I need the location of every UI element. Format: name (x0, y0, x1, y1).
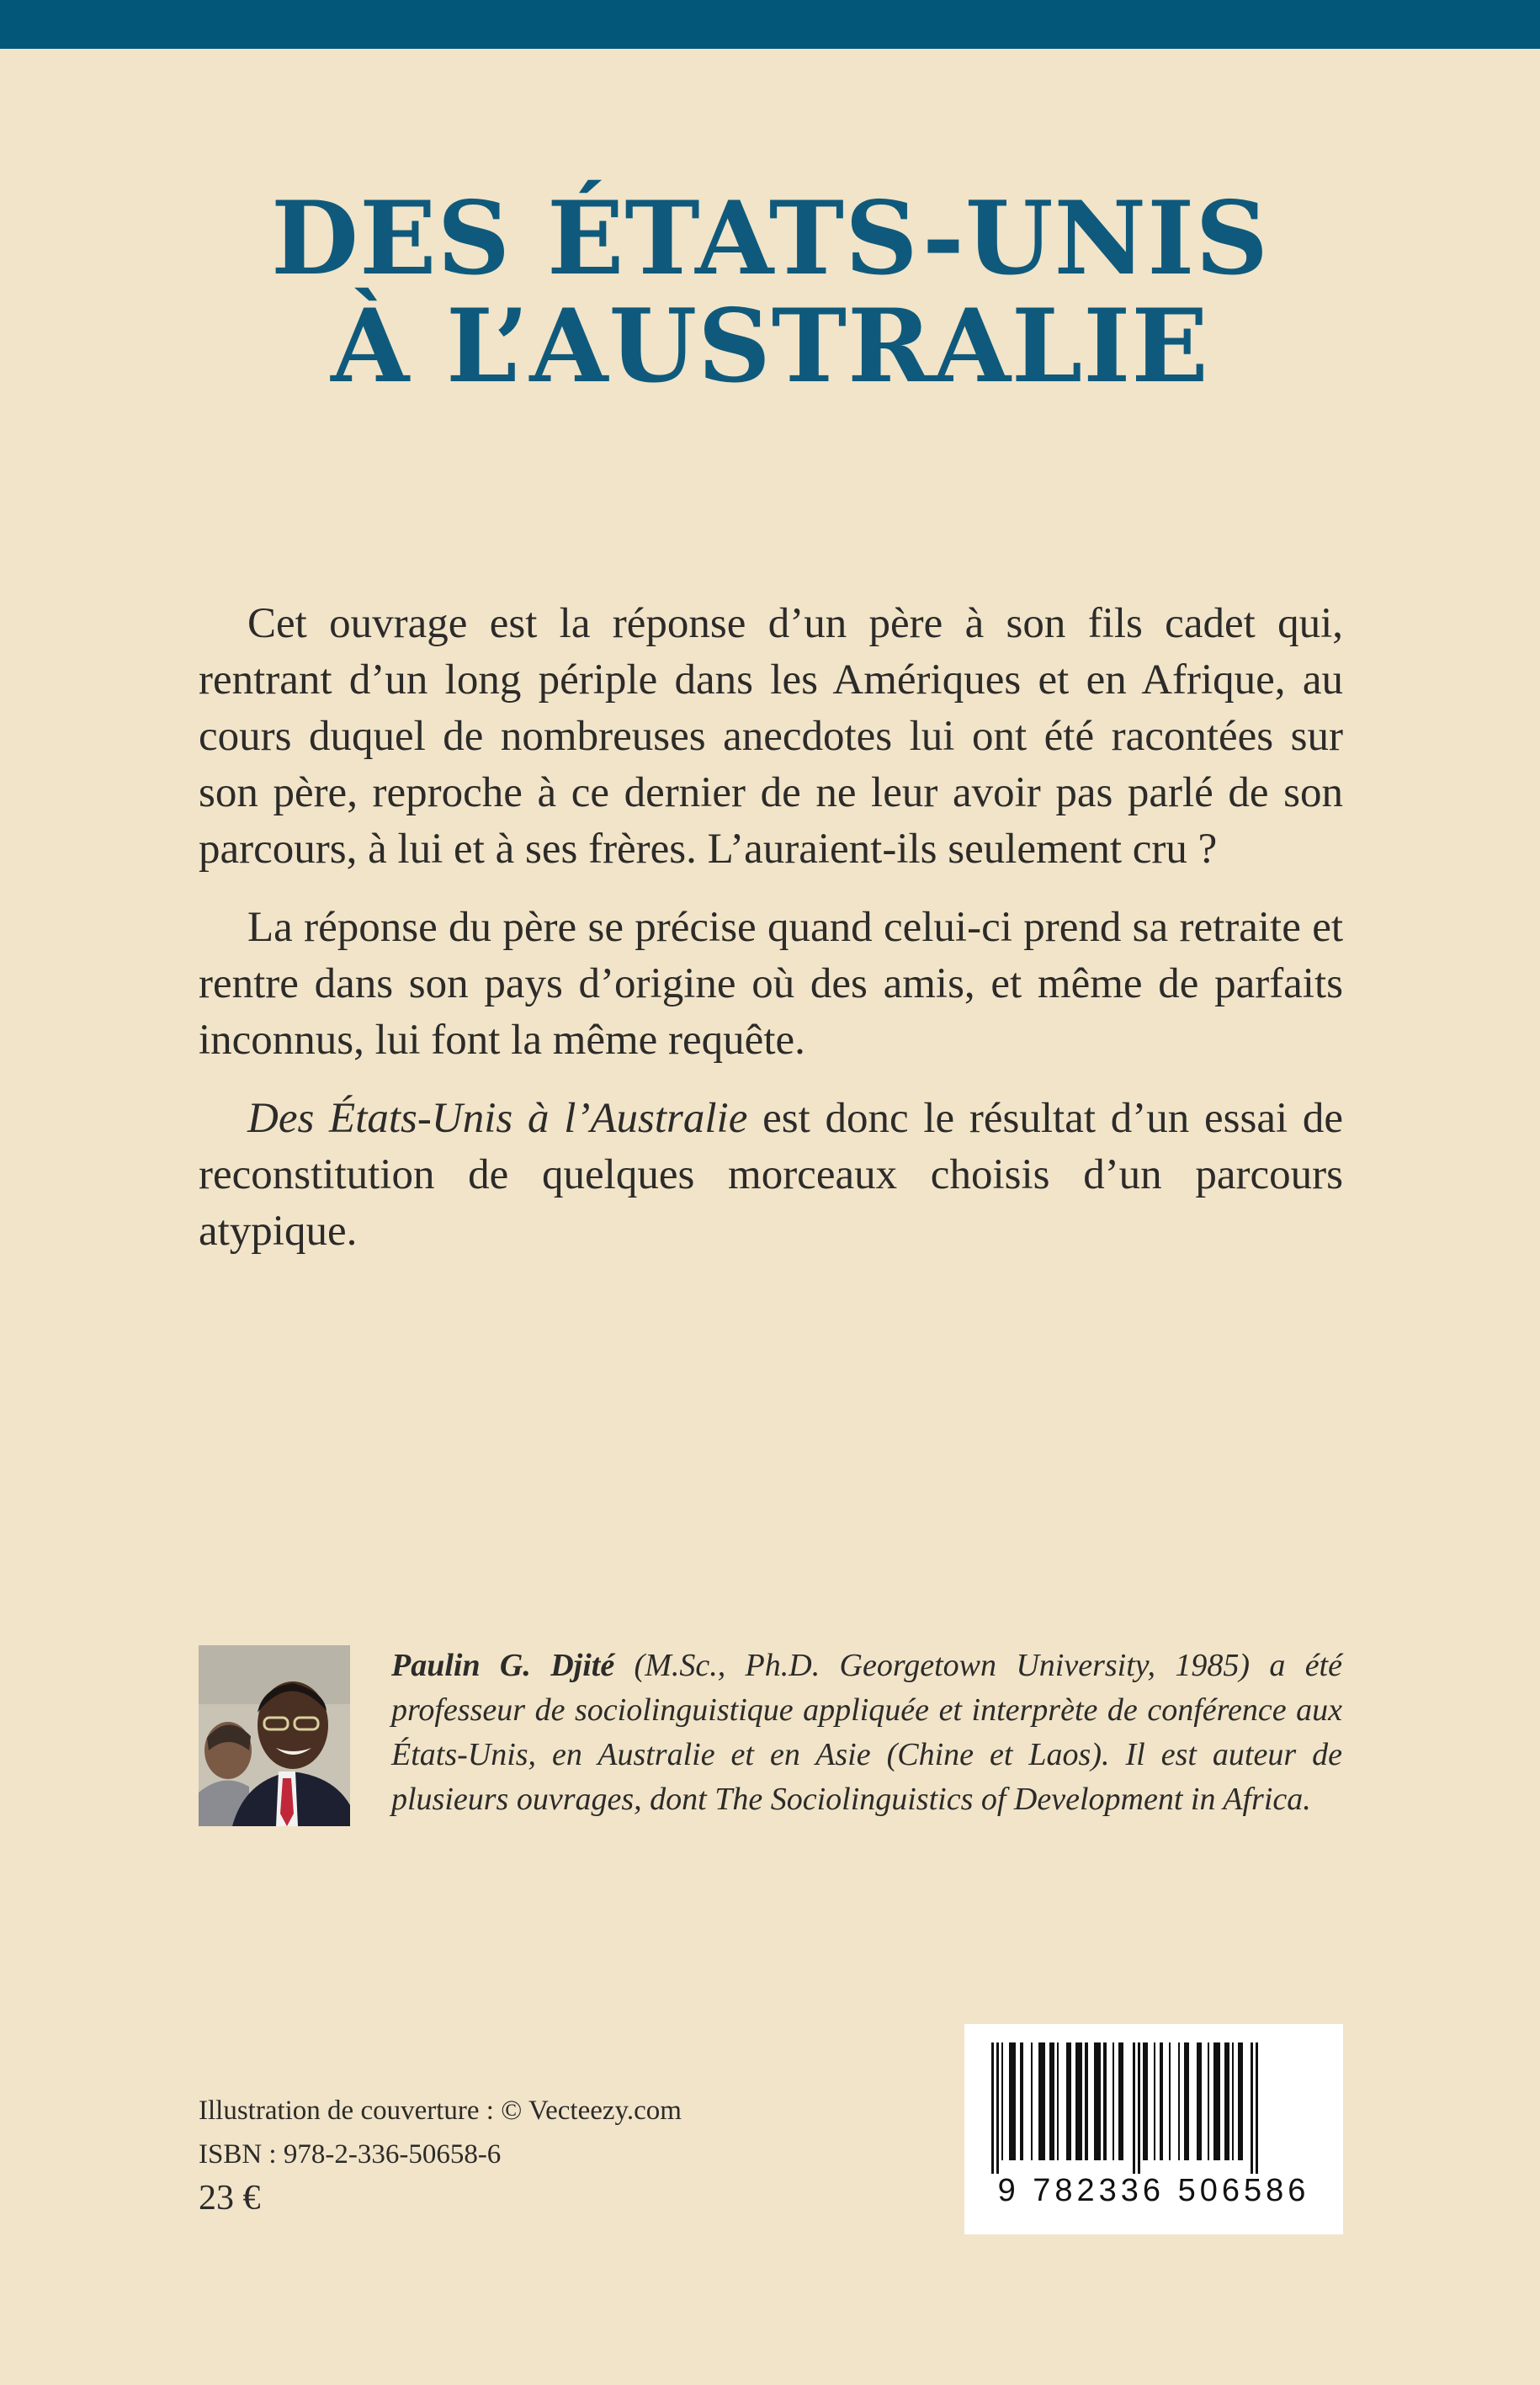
barcode-bar (1208, 2042, 1209, 2160)
barcode-bar (1213, 2042, 1220, 2160)
barcode-bar (1232, 2042, 1234, 2160)
title-line-1: DES ÉTATS-UNIS (271, 179, 1269, 298)
credits-block (199, 2094, 682, 2225)
blurb-paragraph-3-text: est donc le résultat d’un essai de reconstitution de quelques morceaux choisis d’un parcours atypique. (199, 1095, 1343, 1255)
barcode-bar (1133, 2042, 1135, 2174)
barcode-bar (1085, 2042, 1088, 2160)
barcode-bar (1184, 2042, 1189, 2160)
barcode-bar (1057, 2042, 1059, 2160)
barcode-bar (1031, 2042, 1033, 2160)
barcode-bar (1038, 2042, 1045, 2160)
barcode-bar (1075, 2042, 1082, 2160)
barcode-bar (1049, 2042, 1054, 2160)
barcode-bar (996, 2042, 999, 2174)
barcode-bar (1094, 2042, 1101, 2160)
author-photo (199, 1645, 350, 1826)
barcode-bar (1143, 2042, 1148, 2160)
barcode (964, 2024, 1343, 2234)
author-name: Paulin G. Djité (391, 1648, 615, 1683)
illustration-credit: Illustration de couverture : © Vecteezy.com (199, 2096, 682, 2126)
top-color-band (0, 0, 1540, 49)
title-line-2: À L’AUSTRALIE (331, 287, 1209, 406)
price: 23 € (199, 2179, 261, 2218)
barcode-bar (1020, 2042, 1023, 2160)
barcode-bar (1160, 2042, 1163, 2160)
back-cover-blurb (199, 596, 1343, 1282)
barcode-bar (991, 2042, 994, 2174)
barcode-bar (1138, 2042, 1140, 2174)
barcode-bar (1256, 2042, 1258, 2174)
blurb-paragraph-2: La réponse du père se précise quand celui-ci prend sa retraite et rentre dans son pays d’origine où des amis, et même de parfaits inconnus, lui font la même requête. (199, 904, 1343, 1064)
barcode-bar (1009, 2042, 1016, 2160)
barcode-bar (1066, 2042, 1071, 2160)
barcode-bar (1178, 2042, 1180, 2160)
barcode-bars (964, 2024, 1343, 2174)
barcode-bar (1001, 2042, 1003, 2160)
author-bio (391, 1644, 1342, 1822)
blurb-paragraph-3 (199, 1091, 1343, 1260)
barcode-bar (1251, 2042, 1253, 2174)
barcode-bar (1103, 2042, 1107, 2160)
barcode-bar (1118, 2042, 1123, 2160)
barcode-bar (1197, 2042, 1202, 2160)
barcode-bar (1113, 2042, 1114, 2160)
author-portrait-image (199, 1645, 350, 1826)
author-bio-text: (M.Sc., Ph.D. Georgetown University, 1985) a été professeur de sociolinguistique appliquée et interprète de conférence aux États-Unis, en Australie et en Asie (Chine et Laos). Il est auteur de plusieurs ouvrages, dont The Sociolinguistics of Development in Africa. (391, 1648, 1342, 1817)
barcode-bar (1238, 2042, 1243, 2160)
barcode-digits: 9 782336 506586 (997, 2173, 1310, 2208)
blurb-book-title: Des États-Unis à l’Australie (247, 1095, 748, 1142)
barcode-bar (1154, 2042, 1155, 2160)
blurb-paragraph-1: Cet ouvrage est la réponse d’un père à son fils cadet qui, rentrant d’un long périple dans les Amériques et en Afrique, au cours duquel de nombreuses anecdotes lui ont été racontées sur son père, reproche à ce dernier de ne leur avoir pas parlé de son parcours, à lui et à ses frères. L’auraient-ils seulement cru ? (199, 600, 1343, 873)
barcode-bar (1169, 2042, 1171, 2160)
book-title (0, 179, 1540, 406)
isbn: ISBN : 978-2-336-50658-6 (199, 2139, 502, 2170)
barcode-bar (1224, 2042, 1229, 2160)
